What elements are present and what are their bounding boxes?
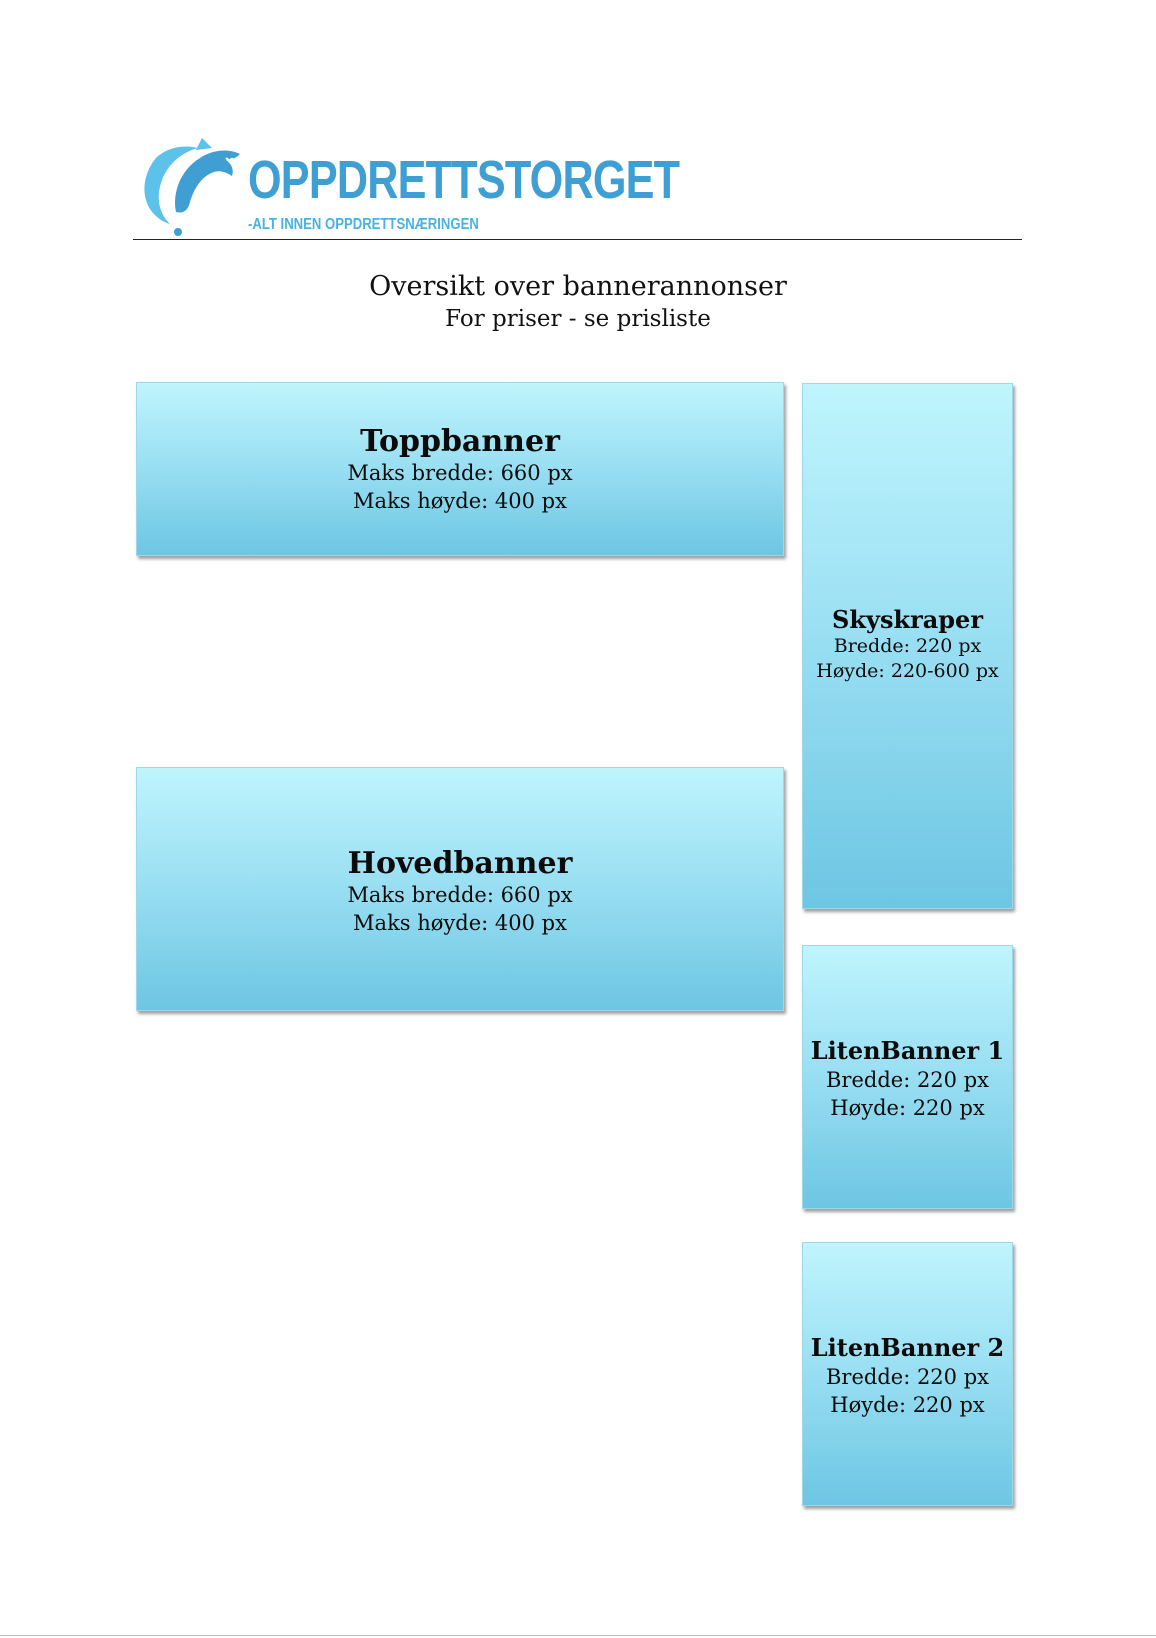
header-divider: [133, 239, 1022, 240]
hovedbanner-box: [136, 767, 784, 1011]
toppbanner-box: [136, 382, 784, 556]
banner-title: LitenBanner 1: [810, 1036, 1005, 1065]
banner-width: Bredde: 220 px: [825, 1068, 989, 1092]
banner-title: Skyskraper: [832, 605, 983, 634]
banner-width: Bredde: 220 px: [833, 635, 982, 657]
banner-title: LitenBanner 2: [810, 1333, 1005, 1362]
banner-width: Bredde: 220 px: [825, 1365, 989, 1389]
page-title: Oversikt over bannerannonser: [369, 271, 787, 302]
banner-width: Maks bredde: 660 px: [347, 461, 573, 485]
fish-icon: [136, 130, 246, 240]
banner-title: Hovedbanner: [347, 846, 573, 881]
banner-height: Høyde: 220 px: [830, 1393, 985, 1417]
page-bottom-edge: [0, 1635, 1156, 1636]
banner-height: Høyde: 220-600 px: [816, 660, 999, 682]
logo-wordmark: OPPDRETTSTORGET: [248, 150, 680, 210]
banner-height: Høyde: 220 px: [830, 1096, 985, 1120]
page-subtitle: For priser - se prisliste: [445, 306, 711, 332]
banner-width: Maks bredde: 660 px: [347, 883, 573, 907]
brand-logo: [136, 130, 680, 240]
page-heading: [0, 270, 1156, 334]
litenbanner-2-box: [802, 1242, 1013, 1506]
banner-height: Maks høyde: 400 px: [353, 911, 567, 935]
logo-tagline: -ALT INNEN OPPDRETTSNÆRINGEN: [248, 216, 479, 233]
skyskraper-box: [802, 383, 1013, 909]
litenbanner-1-box: [802, 945, 1013, 1209]
banner-height: Maks høyde: 400 px: [353, 489, 567, 513]
banner-title: Toppbanner: [360, 424, 560, 459]
